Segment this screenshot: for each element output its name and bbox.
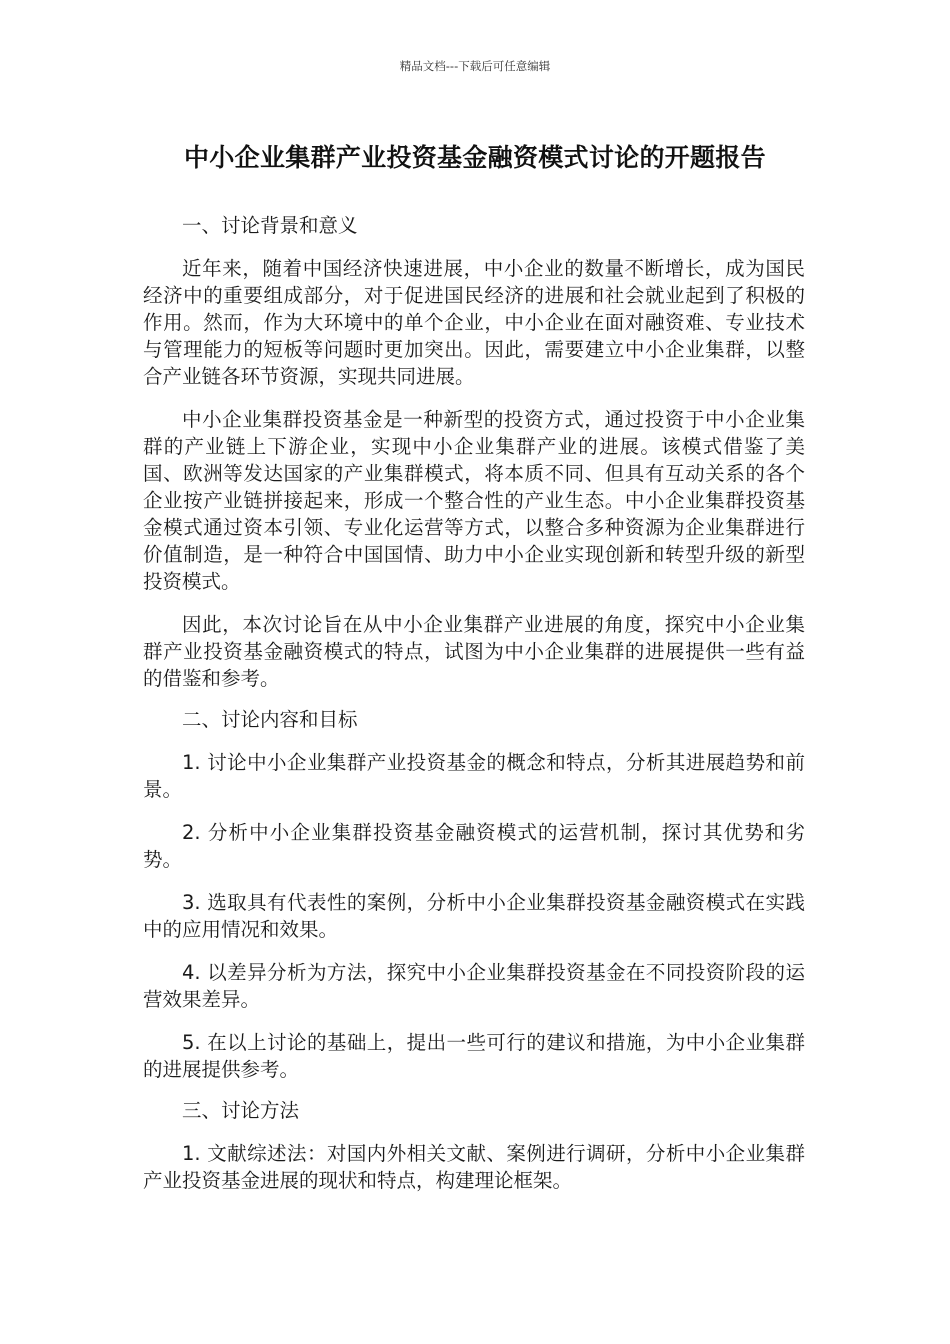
- list-item-method-1: 1. 文献综述法：对国内外相关文献、案例进行调研，分析中小企业集群产业投资基金进展的现状和特点，构建理论框架。: [143, 1142, 805, 1192]
- list-item-content-5: 5. 在以上讨论的基础上，提出一些可行的建议和措施，为中小企业集群的进展提供参考。: [143, 1031, 805, 1081]
- header-note: 精品文档---下载后可任意编辑: [399, 59, 551, 73]
- paragraph-background-2: 中小企业集群投资基金是一种新型的投资方式，通过投资于中小企业集群的产业链上下游企业，实现中小企业集群产业的进展。该模式借鉴了美国、欧洲等发达国家的产业集群模式，将本质不同、但具有互动关系的各个企业按产业链拼接起来，形成一个整合性的产业生态。中小企业集群投资基金模式通过资本引领、专业化运营等方式，以整合多种资源为企业集群进行价值制造，是一种符合中国国情、助力中小企业实现创新和转型升级的新型投资模式。: [143, 408, 805, 593]
- document-body: [143, 212, 805, 1194]
- section-heading-content: 二、讨论内容和目标: [182, 708, 358, 731]
- section-heading-background: 一、讨论背景和意义: [182, 214, 358, 237]
- list-item-content-1: 1. 讨论中小企业集群产业投资基金的概念和特点，分析其进展趋势和前景。: [143, 751, 805, 801]
- section-heading-method: 三、讨论方法: [182, 1099, 300, 1122]
- paragraph-background-1: 近年来，随着中国经济快速进展，中小企业的数量不断增长，成为国民经济中的重要组成部分，对于促进国民经济的进展和社会就业起到了积极的作用。然而，作为大环境中的单个企业，中小企业在面对融资难、专业技术与管理能力的短板等问题时更加突出。因此，需要建立中小企业集群，以整合产业链各环节资源，实现共同进展。: [143, 257, 805, 388]
- list-item-content-3: 3. 选取具有代表性的案例，分析中小企业集群投资基金融资模式在实践中的应用情况和效果。: [143, 891, 805, 941]
- paragraph-background-3: 因此，本次讨论旨在从中小企业集群产业进展的角度，探究中小企业集群产业投资基金融资模式的特点，试图为中小企业集群的进展提供一些有益的借鉴和参考。: [143, 613, 805, 690]
- document-title: 中小企业集群产业投资基金融资模式讨论的开题报告: [184, 143, 766, 172]
- list-item-content-2: 2. 分析中小企业集群投资基金融资模式的运营机制，探讨其优势和劣势。: [143, 821, 805, 871]
- list-item-content-4: 4. 以差异分析为方法，探究中小企业集群投资基金在不同投资阶段的运营效果差异。: [143, 961, 805, 1011]
